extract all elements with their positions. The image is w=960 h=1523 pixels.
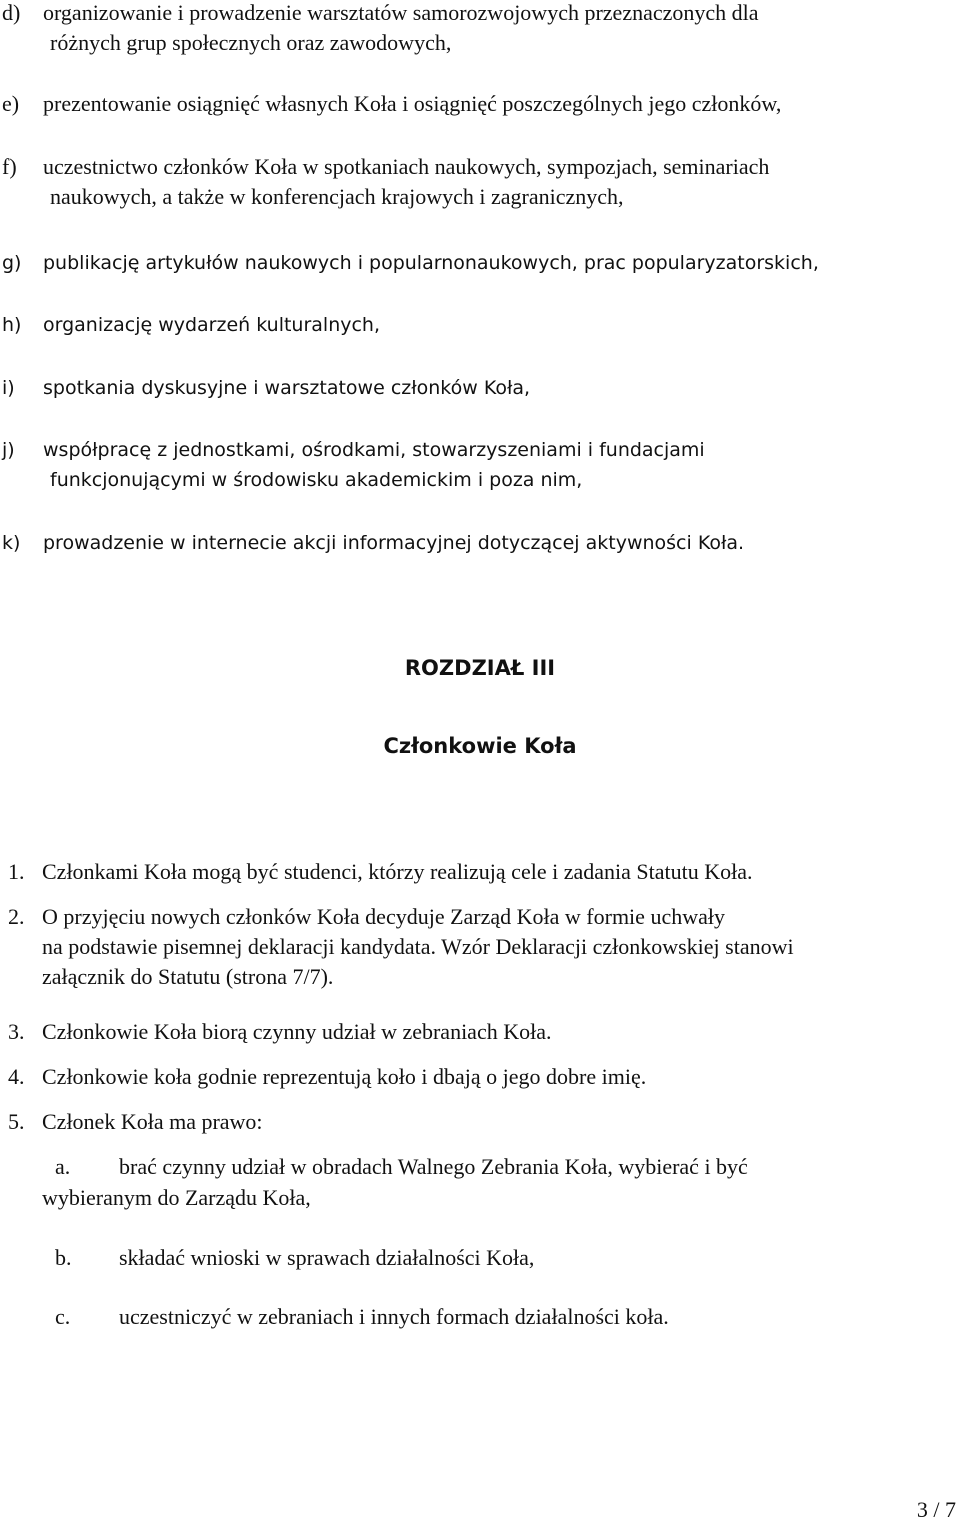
numbered-item-text: Członkowie koła godnie reprezentują koło i dbają o jego dobre imię. [42,1064,647,1089]
list-item-text: prezentowanie osiągnięć własnych Koła i osiągnięć poszczególnych jego członków, [43,91,782,116]
list-item-j-continuation: funkcjonującymi w środowisku akademickim i poza nim, [50,469,583,491]
numbered-label: 5. [8,1109,25,1134]
list-label: f) [2,154,17,179]
numbered-item-2-continuation: załącznik do Statutu (strona 7/7). [42,964,334,989]
list-label: e) [2,91,20,116]
numbered-item-text: Członek Koła ma prawo: [42,1109,263,1134]
page-number: 3 / 7 [916,1497,956,1522]
list-item-text: spotkania dyskusyjne i warsztatowe członków Koła, [43,377,531,399]
numbered-label: 1. [8,859,25,884]
rights-item-text: uczestniczyć w zebraniach i innych formach działalności koła. [119,1304,669,1329]
numbered-item-2-continuation: na podstawie pisemnej deklaracji kandydata. Wzór Deklaracji członkowskiej stanowi [42,934,794,959]
list-item-text: organizację wydarzeń kulturalnych, [43,314,381,336]
list-label: i) [2,377,15,399]
chapter-title: Członkowie Koła [383,734,577,758]
numbered-item-text: O przyjęciu nowych członków Koła decyduje Zarząd Koła w formie uchwały [42,904,725,929]
list-item-text: uczestnictwo członków Koła w spotkaniach naukowych, sympozjach, seminariach [43,154,770,179]
list-label: k) [2,532,21,554]
numbered-item-text: Członkowie Koła biorą czynny udział w zebraniach Koła. [42,1019,552,1044]
chapter-number: ROZDZIAŁ III [404,656,556,680]
list-label: h) [2,314,22,336]
numbered-label: 3. [8,1019,25,1044]
list-label: d) [2,0,21,25]
numbered-label: 4. [8,1064,25,1089]
rights-item-a-continuation: wybieranym do Zarządu Koła, [42,1185,311,1210]
rights-item-text: składać wnioski w sprawach działalności Koła, [119,1245,535,1270]
list-item-text: publikację artykułów naukowych i popularnonaukowych, prac popularyzatorskich, [43,252,819,274]
list-item-d-continuation: różnych grup społecznych oraz zawodowych, [50,30,452,55]
list-item-f-continuation: naukowych, a także w konferencjach krajowych i zagranicznych, [50,184,624,209]
rights-label: c. [55,1304,71,1329]
numbered-label: 2. [8,904,25,929]
rights-label: b. [55,1245,72,1270]
list-item-text: współpracę z jednostkami, ośrodkami, stowarzyszeniami i fundacjami [43,439,705,461]
numbered-item-text: Członkami Koła mogą być studenci, którzy realizują cele i zadania Statutu Koła. [42,859,753,884]
list-item-text: prowadzenie w internecie akcji informacyjnej dotyczącej aktywności Koła. [43,532,745,554]
rights-label: a. [55,1154,71,1179]
list-label: j) [2,439,15,461]
list-item-text: organizowanie i prowadzenie warsztatów samorozwojowych przeznaczonych dla [43,0,759,25]
list-label: g) [2,252,22,274]
rights-item-text: brać czynny udział w obradach Walnego Zebrania Koła, wybierać i być [119,1154,748,1179]
